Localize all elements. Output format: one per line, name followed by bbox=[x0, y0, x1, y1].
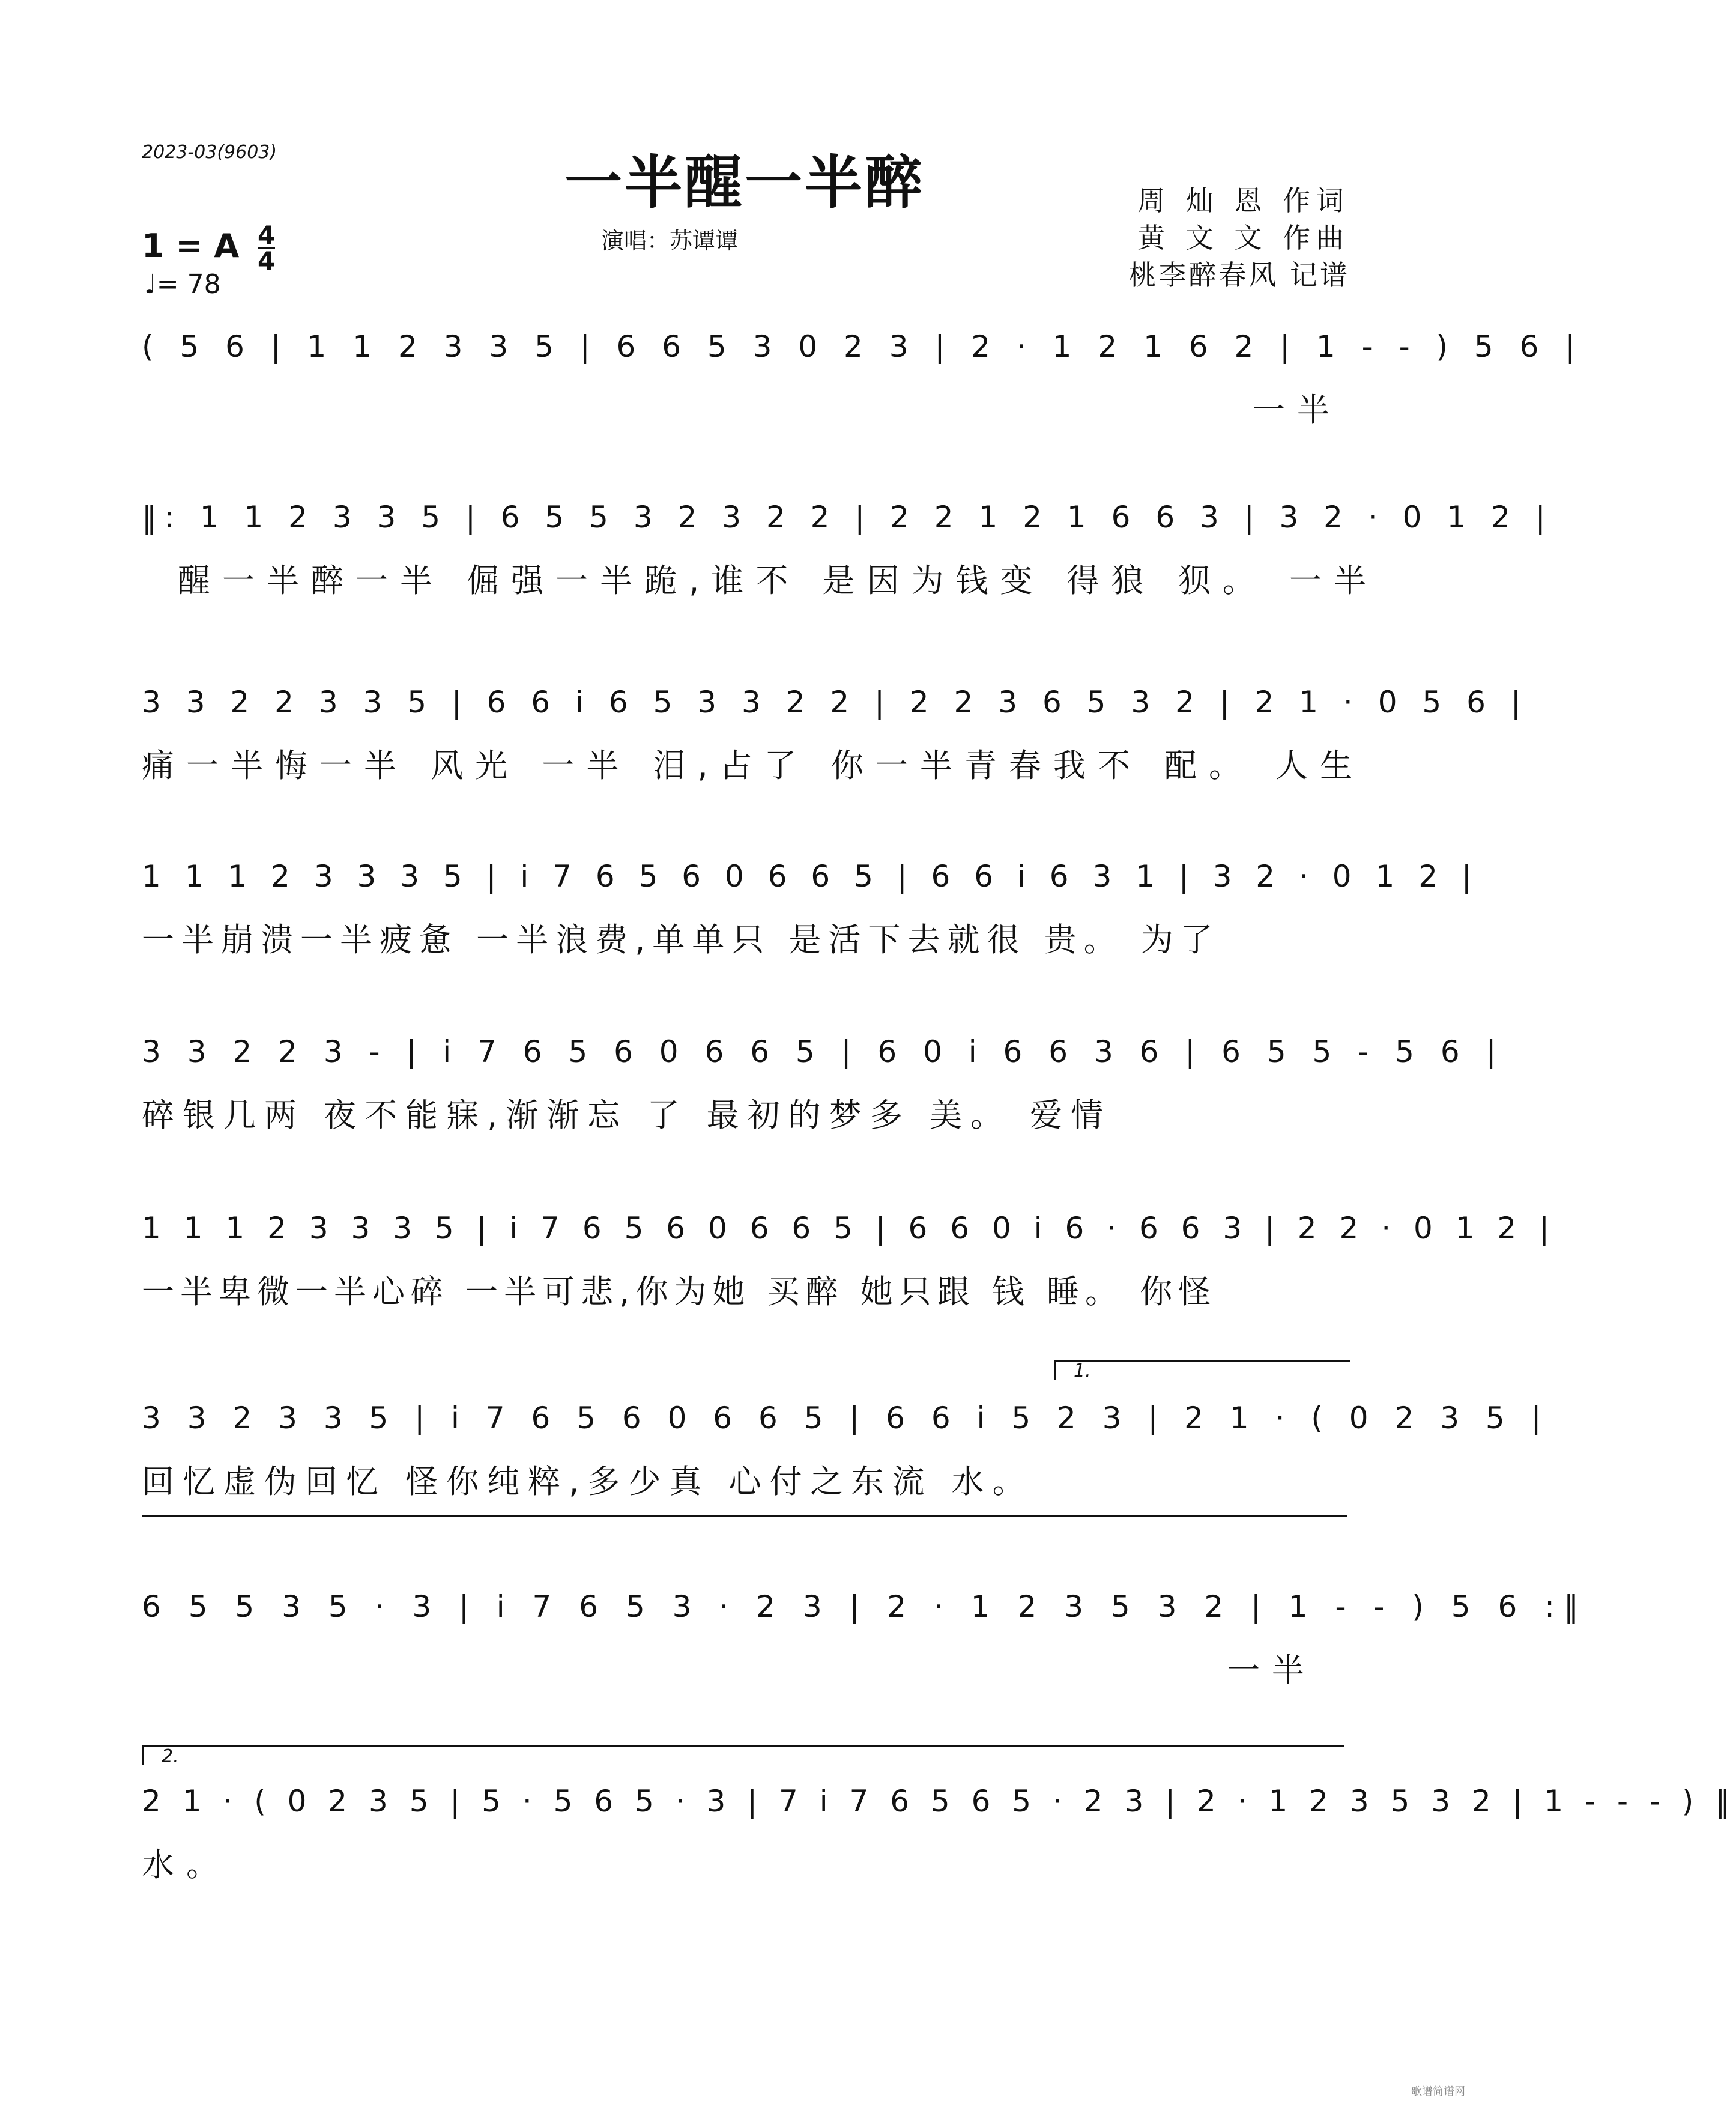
score-row bbox=[142, 1784, 1736, 1884]
key-label: 1 = A bbox=[142, 227, 240, 265]
lyric-line: 回忆虚伪回忆 怪你纯粹,多少真 心付之东流 水。 bbox=[142, 1463, 1033, 1500]
score-row bbox=[142, 1401, 1550, 1500]
notation-line: 2 1 · ( 0 2 3 5 | 5 · 5 6 5 · 3 | 7 i 7 6 5 6 5 · 2 3 | 2 · 1 2 3 5 3 2 | 1 - - - ) ‖ bbox=[142, 1784, 1736, 1819]
singer-credit: 演唱：苏谭谭 bbox=[600, 228, 738, 254]
lyric-line: 碎银几两 夜不能寐,渐渐忘 了 最初的梦多 美。 爱情 bbox=[142, 1096, 1111, 1134]
second-ending-label: 2. bbox=[162, 1746, 179, 1767]
song-title: 一半醒一半醉 bbox=[564, 148, 925, 216]
notation-line: ( 5 6 | 1 1 2 3 3 5 | 6 6 5 3 0 2 3 | 2 · 1 2 1 6 2 | 1 - - ) 5 6 | bbox=[142, 329, 1584, 364]
time-signature-bottom: 4 bbox=[258, 246, 276, 276]
notation-line: 3 3 2 3 3 5 | i 7 6 5 6 0 6 6 5 | 6 6 i 5 2 3 | 2 1 · ( 0 2 3 5 | bbox=[142, 1401, 1550, 1435]
lyric-line: 醒一半醉一半 倔强一半跪,谁不 是因为钱变 得狼 狈。 一半 bbox=[178, 562, 1378, 599]
volta-continuation bbox=[142, 1515, 1347, 1517]
score-row bbox=[142, 500, 1553, 599]
lyric-line: 痛一半悔一半 风光 一半 泪,占了 你一半青春我不 配。 人生 bbox=[142, 747, 1365, 784]
first-ending-bracket bbox=[1054, 1360, 1350, 1380]
score-row bbox=[142, 1589, 1588, 1689]
second-ending-bracket bbox=[142, 1745, 1344, 1765]
lyric-line: 水。 bbox=[142, 1846, 231, 1884]
site-watermark: 歌谱简谱网 bbox=[1411, 2085, 1465, 2098]
first-ending-label: 1. bbox=[1074, 1360, 1091, 1381]
score-row bbox=[142, 329, 1584, 429]
lyric-line: 一半卑微一半心碎 一半可悲,你为她 买醉 她只跟 钱 睡。 你怪 bbox=[142, 1273, 1217, 1311]
notation-line: 3 3 2 2 3 3 5 | 6 6 i 6 5 3 3 2 2 | 2 2 3 6 5 3 2 | 2 1 · 0 5 6 | bbox=[142, 685, 1529, 720]
lyric-line: 一半 bbox=[1253, 391, 1341, 429]
key-signature bbox=[142, 220, 276, 276]
time-signature-top: 4 bbox=[258, 220, 276, 250]
notation-line: 6 5 5 3 5 · 3 | i 7 6 5 3 · 2 3 | 2 · 1 2 3 5 3 2 | 1 - - ) 5 6 :‖ bbox=[142, 1589, 1588, 1624]
transcriber-credit: 桃李醉春风 记谱 bbox=[1128, 259, 1350, 291]
notation-line: 1 1 1 2 3 3 3 5 | i 7 6 5 6 0 6 6 5 | 6 6 i 6 3 1 | 3 2 · 0 1 2 | bbox=[142, 859, 1479, 894]
score-row bbox=[142, 685, 1529, 784]
score-row bbox=[142, 1034, 1505, 1134]
lyricist-credit: 周 灿 恩 作词 bbox=[1137, 184, 1350, 217]
notation-line: 1 1 1 2 3 3 3 5 | i 7 6 5 6 0 6 6 5 | 6 6 0 i 6 · 6 6 3 | 2 2 · 0 1 2 | bbox=[142, 1211, 1556, 1246]
lyric-line: 一半崩溃一半疲惫 一半浪费,单单只 是活下去就很 贵。 为了 bbox=[142, 921, 1220, 959]
notation-line: 3 3 2 2 3 - | i 7 6 5 6 0 6 6 5 | 6 0 i 6 6 3 6 | 6 5 5 - 5 6 | bbox=[142, 1034, 1505, 1069]
tempo-marking: ♩= 78 bbox=[144, 269, 221, 300]
score-row bbox=[142, 1211, 1556, 1311]
lyric-line: 一半 bbox=[1227, 1651, 1316, 1689]
date-stamp: 2023-03(9603) bbox=[142, 142, 277, 163]
score-row bbox=[142, 859, 1479, 959]
composer-credit: 黄 文 文 作曲 bbox=[1137, 222, 1350, 254]
notation-line: ‖: 1 1 2 3 3 5 | 6 5 5 3 2 3 2 2 | 2 2 1 2 1 6 6 3 | 3 2 · 0 1 2 | bbox=[142, 500, 1553, 535]
